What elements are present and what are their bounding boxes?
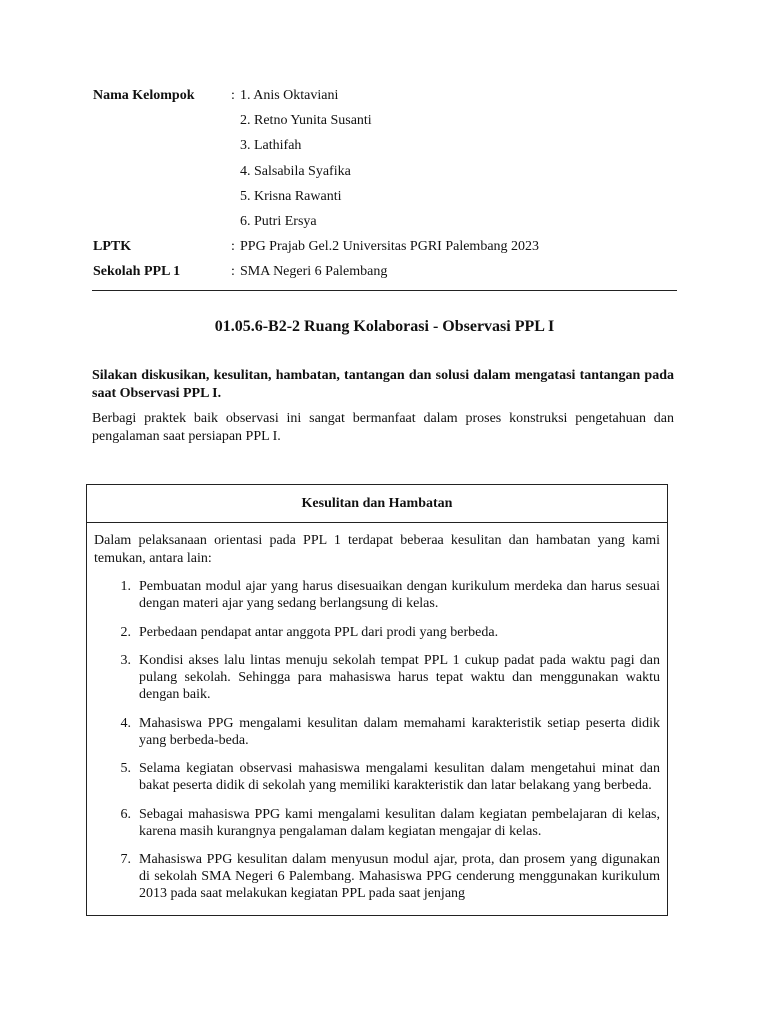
school-value: SMA Negeri 6 Palembang xyxy=(240,264,388,280)
list-number: 5. xyxy=(120,761,131,776)
colon: : xyxy=(231,88,235,103)
spacer xyxy=(93,136,231,161)
table-intro: Dalam pelaksanaan orientasi pada PPL 1 terdapat beberaa kesulitan dan hambatan yang kami temukan, antara lain: xyxy=(94,533,660,566)
list-number: 3. xyxy=(120,653,131,668)
discussion-prompt: Silakan diskusikan, kesulitan, hambatan, tantangan dan solusi dalam mengatasi tantangan pada saat Observasi PPL I. xyxy=(92,368,674,401)
list-text: Kondisi akses lalu lintas menuju sekolah tempat PPL 1 cukup padat pada waktu pagi dan pulang sekolah. Sehingga para mahasiswa harus tepat waktu dan menggunakan waktu dengan baik. xyxy=(139,653,660,702)
list-item xyxy=(94,578,660,612)
member-row xyxy=(93,162,683,187)
list-number: 4. xyxy=(120,715,131,731)
list-number: 2. xyxy=(120,624,131,640)
group-row xyxy=(93,86,683,111)
member-2: 2. Retno Yunita Susanti xyxy=(240,113,372,129)
member-6: 6. Putri Ersya xyxy=(240,213,317,229)
list-number: 1. xyxy=(120,579,131,594)
list-number: 6. xyxy=(120,806,131,822)
difficulties-table xyxy=(86,484,668,916)
list-number: 7. xyxy=(120,852,131,867)
list-text: Perbedaan pendapat antar anggota PPL dari prodi yang berbeda. xyxy=(139,624,499,640)
list-text: Selama kegiatan observasi mahasiswa mengalami kesulitan dalam mengetahui minat dan bakat peserta didik di sekolah yang memiliki karakteristik dan latar belakang yang berbeda. xyxy=(139,761,660,793)
member-5: 5. Krisna Rawanti xyxy=(240,188,342,204)
school-label: Sekolah PPL 1 xyxy=(93,264,181,280)
difficulties-list xyxy=(94,578,660,902)
list-item xyxy=(94,851,660,902)
lptk-row xyxy=(93,237,683,262)
page-title: 01.05.6-B2-2 Ruang Kolaborasi - Observasi PPL I xyxy=(214,318,555,335)
group-label: Nama Kelompok xyxy=(93,88,195,103)
description-paragraph: Berbagi praktek baik observasi ini sangat bermanfaat dalam proses konstruksi pengetahuan dan pengalaman saat persiapan PPL I. xyxy=(92,411,674,444)
lptk-label: LPTK xyxy=(93,239,132,255)
spacer xyxy=(93,187,231,212)
list-text: Pembuatan modul ajar yang harus disesuaikan dengan kurikulum merdeka dan harus sesuai dengan materi ajar yang sedang berlangsung di kelas. xyxy=(139,579,660,611)
list-item xyxy=(94,806,660,840)
list-text: Mahasiswa PPG kesulitan dalam menyusun modul ajar, prota, dan prosem yang digunakan di sekolah SMA Negeri 6 Palembang. Mahasiswa PPG cenderung menggunakan kurikulum 2013 pada saat melakukan kegiatan PPL pada saat jenjang xyxy=(139,852,660,901)
lptk-value: PPG Prajab Gel.2 Universitas PGRI Palembang 2023 xyxy=(240,239,540,255)
school-row xyxy=(93,262,683,287)
table-body xyxy=(87,523,667,902)
divider xyxy=(92,290,677,291)
spacer xyxy=(93,162,231,187)
list-item xyxy=(94,760,660,794)
list-item xyxy=(94,715,660,749)
colon: : xyxy=(231,264,235,280)
spacer xyxy=(93,212,231,237)
member-row xyxy=(93,111,683,136)
member-row xyxy=(93,136,683,161)
spacer xyxy=(93,111,231,136)
table-heading: Kesulitan dan Hambatan xyxy=(87,485,667,523)
member-1: 1. Anis Oktaviani xyxy=(240,88,339,103)
list-text: Mahasiswa PPG mengalami kesulitan dalam memahami karakteristik setiap peserta didik yang berbeda-beda. xyxy=(139,715,660,748)
list-text: Sebagai mahasiswa PPG kami mengalami kesulitan dalam kegiatan pembelajaran di kelas, karena masih kurangnya pengalaman dalam kegiatan mengajar di kelas. xyxy=(139,806,660,839)
colon: : xyxy=(231,239,235,255)
group-info xyxy=(93,86,683,288)
list-item xyxy=(94,624,660,641)
list-item xyxy=(94,652,660,703)
member-row xyxy=(93,212,683,237)
member-4: 4. Salsabila Syafika xyxy=(240,163,351,179)
member-row xyxy=(93,187,683,212)
member-3: 3. Lathifah xyxy=(240,138,302,154)
